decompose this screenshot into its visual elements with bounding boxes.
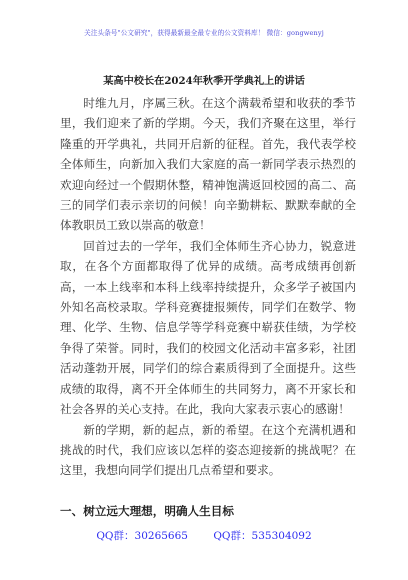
qq-group-2: QQ群：535304092 (213, 530, 312, 542)
document-title: 某高中校长在2024年秋季开学典礼上的讲话 (103, 75, 305, 87)
paragraph-new-semester: 新的学期，新的起点，新的希望。在这个充满机遇和挑战的时代，我们应该以怎样的姿态迎接新的挑战呢？在这里，我想向同学们提出几点希望和要求。 (60, 422, 356, 478)
paragraph-opening: 时维九月，序属三秋。在这个满载希望和收获的季节里，我们迎来了新的学期。今天，我们齐聚在这里，举行隆重的开学典礼，共同开启新的征程。首先，我代表学校全体师生，向新加入我们大家庭的高一新同学表示热烈的欢迎向经过一个假期休整，精神饱满返回校园的高二、高三的同学们表示亲切的问候！向辛勤耕耘、默默奉献的全体教职员工致以崇高的敬意！ (60, 96, 356, 233)
section-heading: 一、树立远大理想，明确人生目标 (60, 504, 234, 518)
footer-contacts (0, 528, 408, 543)
promo-banner: 关注头条号"公文研究"，获得最新最全最专业的公文资料库！ 微信：gongwenyj (84, 29, 324, 37)
qq-group-1: QQ群：30265665 (96, 530, 188, 542)
document-body (60, 93, 356, 481)
paragraph-review: 回首过去的一学年，我们全体师生齐心协力，锐意进取，在各个方面都取得了优异的成绩。高考成绩再创新高，一本上线率和本科上线率持续提升，众多学子被国内外知名高校录取。学科竞赛捷报频传，同学们在数学、物理、化学、生物、信息学等学科竞赛中崭获佳绩，为学校争得了荣誉。同时，我们的校园文化活动丰富多彩，社团活动蓬勃开展，同学们的综合素质得到了全面提升。这些成绩的取得，离不开全体师生的共同努力，离不开家长和社会各界的关心支持。在此，我向大家表示衷心的感谢！ (60, 238, 356, 417)
